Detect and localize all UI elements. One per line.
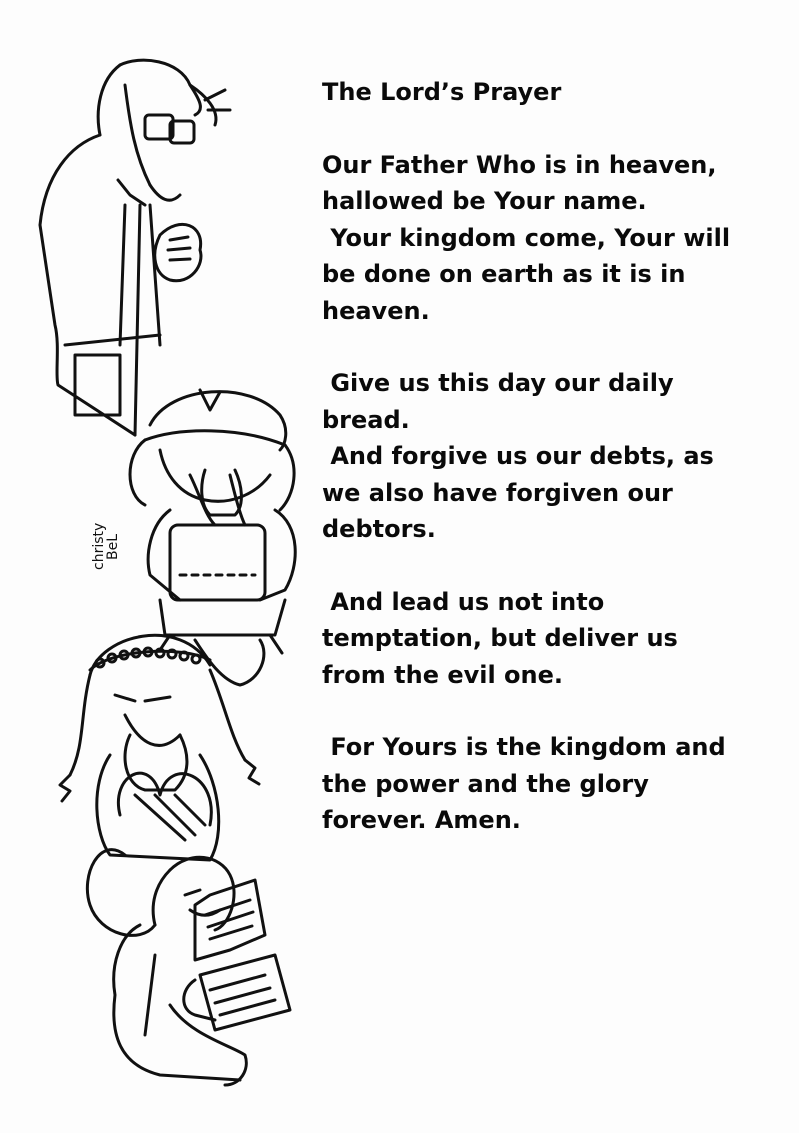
- prayer-line: we also have forgiven our: [322, 478, 673, 507]
- prayer-line: forever. Amen.: [322, 806, 521, 834]
- prayer-line: hallowed be Your name.: [322, 187, 647, 215]
- prayer-line: from the evil one.: [322, 660, 564, 689]
- prayer-line: And forgive us our debts, as: [322, 442, 714, 470]
- prayer-text: [322, 74, 782, 875]
- prayer-line: the power and the glory: [322, 769, 649, 798]
- prayer-line: bread.: [322, 405, 410, 434]
- prayer-line: temptation, but deliver us: [322, 624, 678, 652]
- prayer-line: heaven.: [322, 296, 430, 325]
- prayer-paragraph-3: [322, 584, 782, 694]
- prayer-line: debtors.: [322, 515, 436, 543]
- signature-line-2: BeL: [105, 533, 121, 560]
- prayer-paragraph-1: [322, 147, 782, 330]
- praying-family-illustration: [30, 55, 300, 1095]
- prayer-line: Give us this day our daily: [322, 369, 674, 397]
- prayer-line: Our Father Who is in heaven,: [322, 150, 717, 179]
- signature-line-1: christy: [91, 522, 107, 570]
- prayer-paragraph-2: [322, 365, 782, 548]
- reading-girl-icon: [87, 773, 290, 1085]
- praying-girl-icon: [60, 635, 259, 860]
- page-title: The Lord’s Prayer: [322, 78, 562, 106]
- prayer-paragraph-4: [322, 729, 782, 839]
- prayer-line: be done on earth as it is in: [322, 260, 686, 288]
- praying-man-icon: [40, 60, 230, 435]
- prayer-line: And lead us not into: [322, 587, 605, 616]
- prayer-line: For Yours is the kingdom and: [322, 733, 726, 761]
- praying-child-icon: [130, 390, 295, 685]
- artist-signature: [92, 523, 120, 570]
- prayer-line: Your kingdom come, Your will: [322, 223, 731, 252]
